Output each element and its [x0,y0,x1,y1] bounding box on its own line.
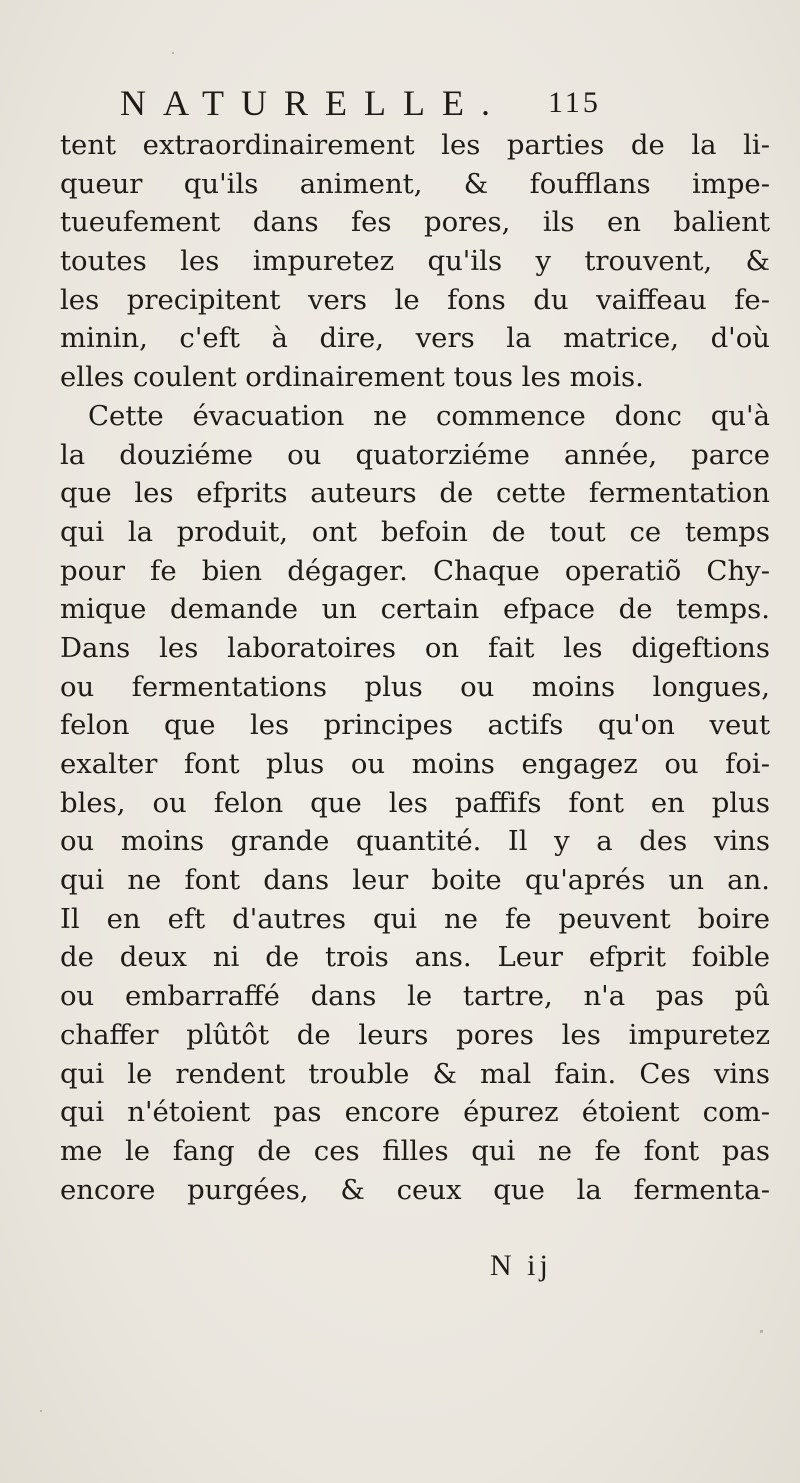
text-line: queur qu'ils animent, & foufflans impe- [60,167,770,200]
running-title: NATURELLE. [120,83,507,123]
text-line: minin, c'eft à dire, vers la matrice, d'où [60,322,770,355]
text-line: les precipitent vers le fons du vaiffeau fe- [60,283,770,316]
text-line: qui ne font dans leur boite qu'aprés un an. [60,864,770,897]
text-line: encore purgées, & ceux que la fermenta- [60,1173,770,1206]
text-line: Cette évacuation ne commence donc qu'à [88,399,770,432]
text-line: me le fang de ces filles qui ne fe font pas [60,1134,770,1167]
text-line: ou fermentations plus ou moins longues, [60,670,770,703]
text-line: exalter font plus ou moins engagez ou foi- [60,748,770,780]
text-line: Il en eft d'autres qui ne fe peuvent boire [60,902,770,935]
text-line: la douziéme ou quatorziéme année, parce [60,438,770,471]
text-line: ou embarraffé dans le tartre, n'a pas pû [60,980,770,1013]
text-line: ou moins grande quantité. Il y a des vins [60,825,770,858]
text-line: elles coulent ordinairement tous les mois. [60,361,644,394]
text-line: que les efprits auteurs de cette fermentation [60,477,770,510]
text-line: bles, ou felon que les paffifs font en plus [60,786,770,819]
text-line: felon que les principes actifs qu'on veut [60,709,770,742]
text-line: Dans les laboratoires on fait les digeftions [60,631,770,664]
text-line: chaffer plûtôt de leurs pores les impuretez [60,1018,770,1051]
paper-speck [760,1330,763,1333]
text-line: mique demande un certain efpace de temps. [60,593,770,626]
text-line: qui la produit, ont befoin de tout ce temps [60,515,770,548]
paper-speck [40,1410,42,1412]
text-line: tueufement dans fes pores, ils en balient [60,206,770,239]
text-line: de deux ni de trois ans. Leur efprit foible [60,941,770,974]
page-header [120,78,720,128]
page-number: 115 [548,86,601,119]
text-line: qui le rendent trouble & mal fain. Ces vins [60,1057,770,1090]
body-text [60,126,770,1209]
signature-mark: N ij [490,1249,552,1282]
text-line: qui n'étoient pas encore épurez étoient com- [60,1096,770,1129]
paper-speck [172,52,174,54]
text-line: toutes les impuretez qu'ils y trouvent, & [60,245,770,278]
text-line: pour fe bien dégager. Chaque operatiõ Chy- [60,554,770,587]
text-line: tent extraordinairement les parties de la li- [60,129,770,161]
